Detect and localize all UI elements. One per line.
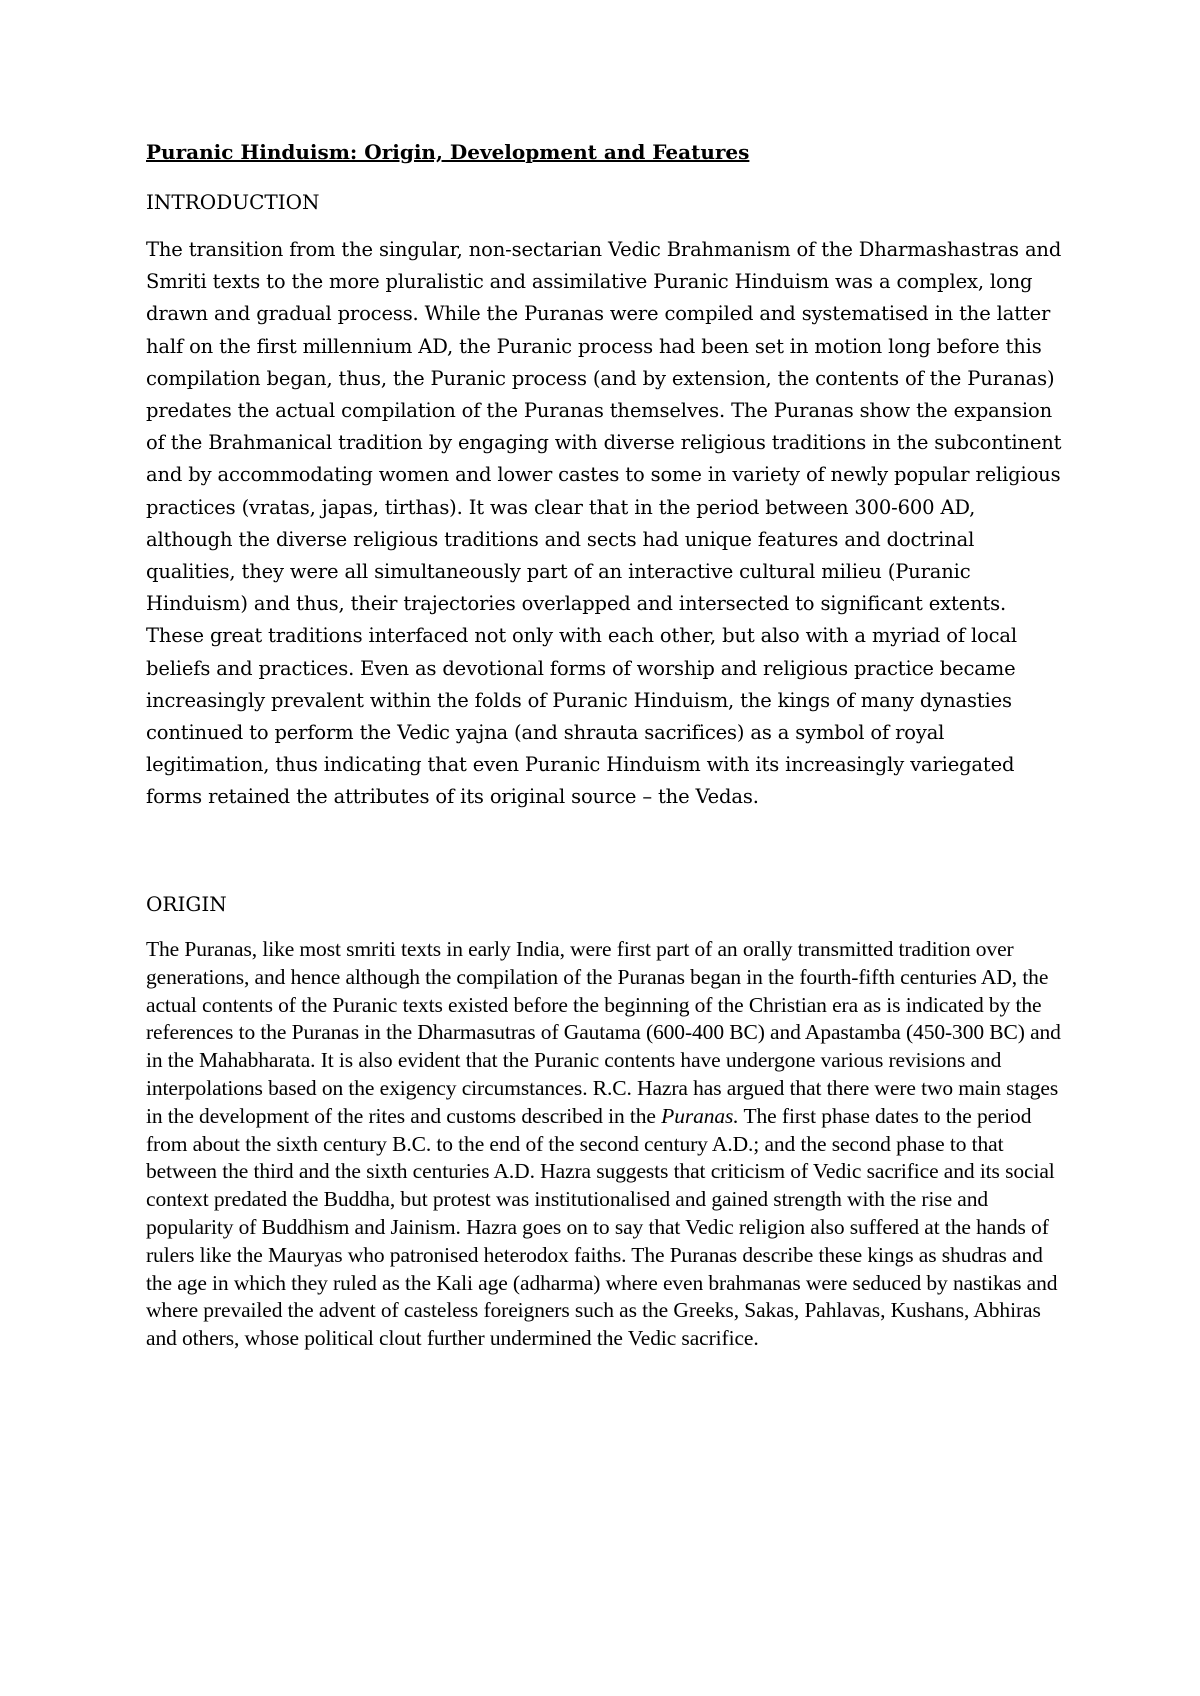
section-heading-origin: ORIGIN bbox=[146, 892, 227, 916]
section-heading-introduction: INTRODUCTION bbox=[146, 190, 320, 214]
origin-paragraph-part1: The Puranas, like most smriti texts in early India, were first part of an orally transmitted tradition over generations, and hence although the compilation of the Puranas began in the fourth-fifth centuries AD, the actual contents of the Puranic texts existed before the beginning of the Christian era as is indicated by the references to the Puranas in the Dharmasutras of Gautama (600-400 BC) and Apastamba (450-300 BC) and in the Mahabharata. It is also evident that the Puranic contents have undergone various revisions and interpolations based on the exigency circumstances. R.C. Hazra has argued that there were two main stages in the development of the rites and customs described in the bbox=[146, 937, 1061, 1128]
introduction-paragraph: The transition from the singular, non-sectarian Vedic Brahmanism of the Dharmashastras and Smriti texts to the more pluralistic and assimilative Puranic Hinduism was a complex, long drawn and gradual process. While the Puranas were compiled and systematised in the latter half on the first millennium AD, the Puranic process had been set in motion long before this compilation began, thus, the Puranic process (and by extension, the contents of the Puranas) predates the actual compilation of the Puranas themselves. The Puranas show the expansion of the Brahmanical tradition by engaging with diverse religious traditions in the subcontinent and by accommodating women and lower castes to some in variety of newly popular religious practices (vratas, japas, tirthas). It was clear that in the period between 300-600 AD, although the diverse religious traditions and sects had unique features and doctrinal qualities, they were all simultaneously part of an interactive cultural milieu (Puranic Hinduism) and thus, their trajectories overlapped and intersected to significant extents. These great traditions interfaced not only with each other, but also with a myriad of local beliefs and practices. Even as devotional forms of worship and religious practice became increasingly prevalent within the folds of Puranic Hinduism, the kings of many dynasties continued to perform the Vedic yajna (and shrauta sacrifices) as a symbol of royal legitimation, thus indicating that even Puranic Hinduism with its increasingly variegated forms retained the attributes of its original source – the Vedas. bbox=[146, 238, 1062, 809]
origin-italic-term: Puranas. bbox=[661, 1103, 739, 1128]
origin-section bbox=[146, 888, 1066, 1353]
origin-paragraph-part2: The first phase dates to the period from about the sixth century B.C. to the end of the second century A.D.; and the second phase to that between the third and the sixth centuries A.D. Hazra suggests that criticism of Vedic sacrifice and its social context predated the Buddha, but protest was institutionalised and gained strength with the rise and popularity of Buddhism and Jainism. Hazra goes on to say that Vedic religion also suffered at the hands of rulers like the Mauryas who patronised heterodox faiths. The Puranas describe these kings as shudras and the age in which they ruled as the Kali age (adharma) where even brahmanas were seduced by nastikas and where prevailed the advent of casteless foreigners such as the Greeks, Sakas, Pahlavas, Kushans, Abhiras and others, whose political clout further undermined the Vedic sacrifice. bbox=[146, 1103, 1058, 1351]
document-page bbox=[146, 136, 1066, 1351]
document-title: Puranic Hinduism: Origin, Development and Features bbox=[146, 140, 750, 164]
origin-paragraph bbox=[146, 936, 1066, 1353]
